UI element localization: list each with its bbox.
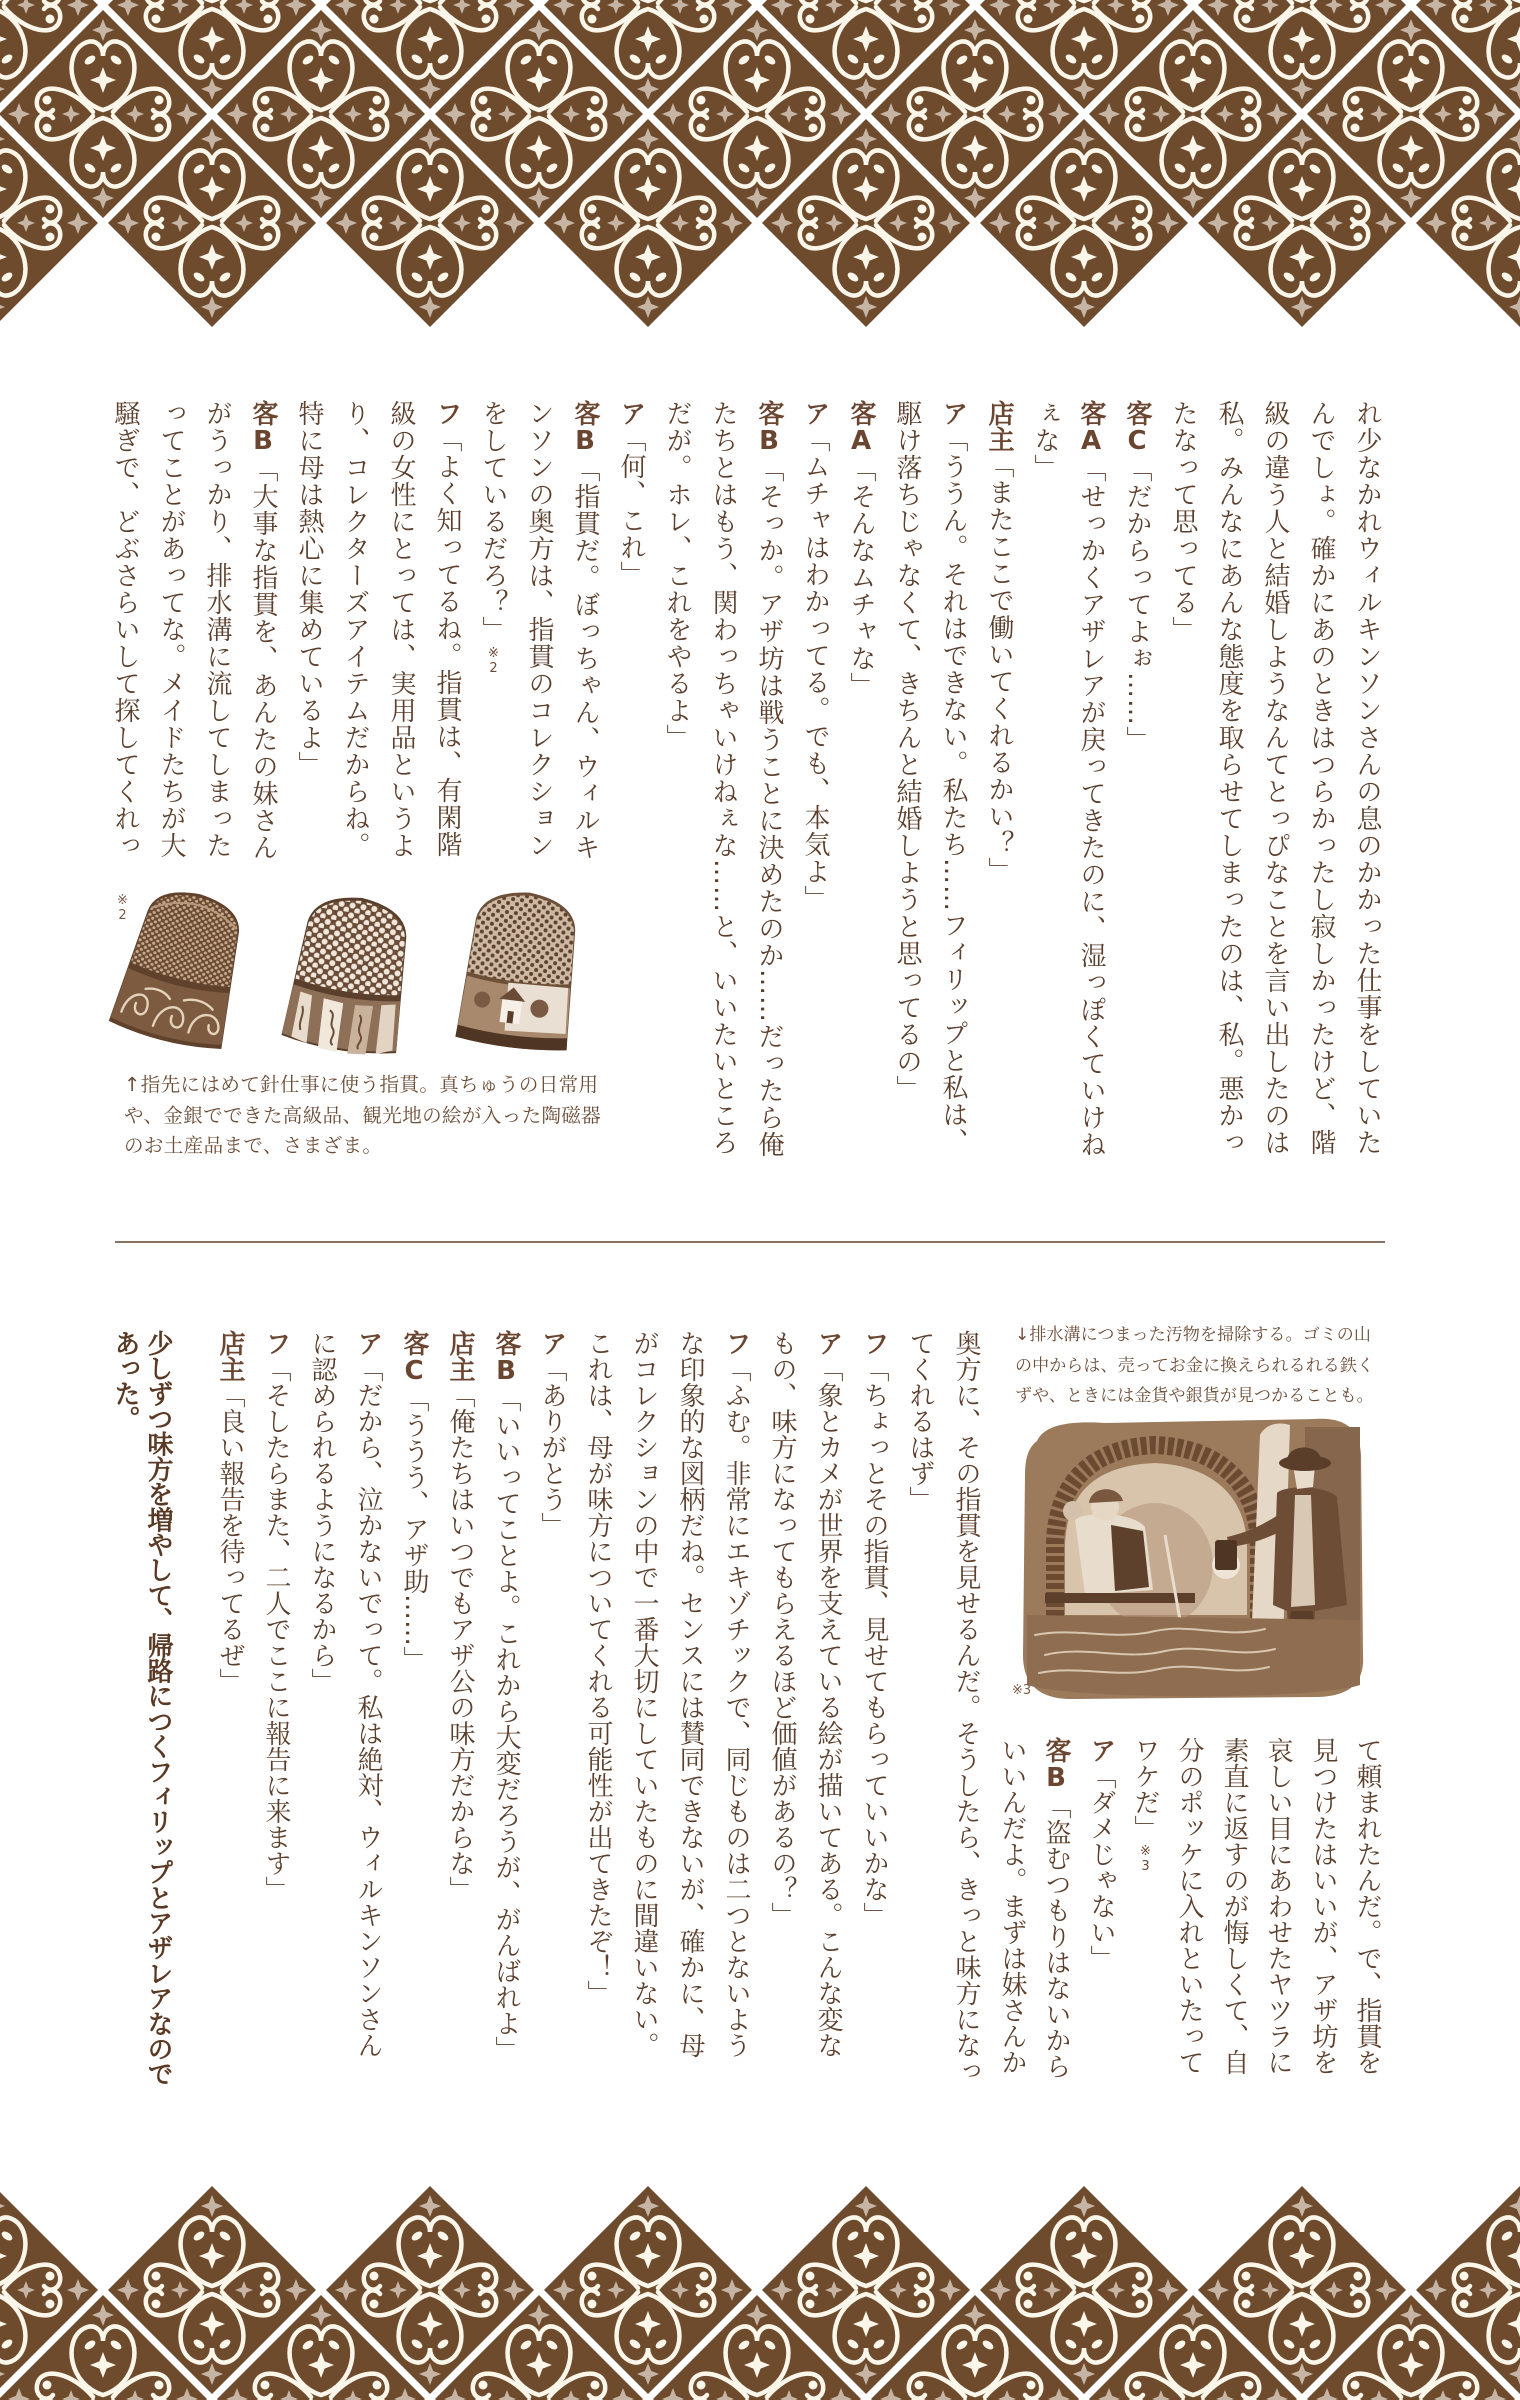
caption-line: の中からは、売ってお金に換えられるれる鉄く xyxy=(1015,1355,1375,1376)
dialogue-column xyxy=(391,1330,437,1672)
dialogue-text: 「だから、泣かないでって。私は絶対、ウィルキンソンさん xyxy=(353,1356,383,2058)
dialogue-text: 「ありがとう」 xyxy=(537,1356,567,1538)
speaker-label: フ xyxy=(261,1330,291,1356)
sewer-cleaning-illustration xyxy=(1015,1415,1370,1700)
speaker-label: 客B xyxy=(491,1330,521,1386)
text-column xyxy=(1160,400,1206,643)
porcelain-thimble-image xyxy=(455,886,585,1054)
column-text: がうっかり、排水溝に流してしまった xyxy=(202,400,232,859)
diamond-tile-pattern xyxy=(0,0,1520,330)
dialogue-column xyxy=(253,1330,299,1902)
column-text: たなって思ってる」 xyxy=(1168,400,1198,643)
dialogue-column xyxy=(483,1330,529,2062)
dialogue-column xyxy=(1034,1737,1078,2079)
text-column xyxy=(299,1330,345,1694)
column-text: 私。みんなにあんな態度を取らせてしまったのは、私。悪かっ xyxy=(1214,400,1244,1156)
speaker-label: ア xyxy=(800,400,830,426)
dialogue-text: 「いいってことよ。これから大変だろうが、がんばれよ」 xyxy=(491,1386,521,2062)
column-text: たちとはもう、関わっちゃいけねぇな……と、いいたいところ xyxy=(708,400,738,1156)
text-column xyxy=(1298,400,1344,1156)
dialogue-column xyxy=(240,400,286,861)
dialogue-text: 「ふむ。非常にエキゾチックで、同じものは二つとないよう xyxy=(721,1356,751,2058)
thimble-caption xyxy=(124,1070,601,1162)
footnote-marker: ※2 xyxy=(486,646,501,676)
speaker-label: ア xyxy=(938,400,968,426)
column-text: 級の違う人と結婚しようなんてとっぴなことを言い出したのは xyxy=(1260,400,1290,1156)
dialogue-text: 「ダメじゃない」 xyxy=(1086,1763,1116,1971)
diamond-tile-pattern xyxy=(0,2183,1520,2400)
text-column xyxy=(516,400,562,859)
column-text: な印象的な図柄だね。センスには賛同できないが、確かに、母 xyxy=(675,1330,705,2058)
column-text: 奥方に、その指貫を見せるんだ。そうしたら、きっと味方になっ xyxy=(951,1330,981,2084)
speaker-label: ア xyxy=(616,400,646,426)
column-text: 級の女性にとっては、実用品というよ xyxy=(386,400,416,859)
speaker-label: ア xyxy=(353,1330,383,1356)
narration-line: あった。 xyxy=(110,1330,140,1431)
text-column xyxy=(1345,1737,1389,2075)
speaker-label: ア xyxy=(813,1330,843,1356)
text-column xyxy=(286,400,332,778)
dialogue-column xyxy=(562,400,608,861)
column-text: をしているだろ？」 xyxy=(478,400,508,643)
caption-line: ↑指先にはめて針仕事に使う指貫。真ちゅうの日常用 xyxy=(124,1073,599,1096)
dialogue-text: 「だからってよぉ……」 xyxy=(1122,456,1152,753)
column-text: ぇな」 xyxy=(1030,400,1060,481)
text-column xyxy=(1206,400,1252,1156)
column-text: 特に母は熱心に集めているよ」 xyxy=(294,400,324,778)
speaker-label: 客C xyxy=(1122,400,1152,456)
dialogue-column xyxy=(207,1330,253,1694)
dialogue-text: 「何、これ」 xyxy=(616,426,646,588)
text-column xyxy=(148,400,194,859)
text-column xyxy=(990,1737,1034,2075)
speaker-label: 客B xyxy=(570,400,600,456)
text-column xyxy=(759,1330,805,1928)
column-text: いいんだよ。まずは妹さんか xyxy=(997,1737,1027,2075)
figure-note-marker: ※2 xyxy=(115,893,130,923)
dialogue-text: 「またここで働いてくれるかい？」 xyxy=(984,452,1014,884)
text-column xyxy=(1123,1737,1167,1874)
text-column xyxy=(897,1330,943,1512)
speaker-label: ア xyxy=(537,1330,567,1356)
dialogue-text: 「大事な指貫を、あんたの妹さん xyxy=(248,456,278,861)
speaker-label: 客A xyxy=(846,400,876,456)
dialogue-text: 「そしたらまた、二人でここに報告に来ます」 xyxy=(261,1356,291,1902)
speaker-label: ア xyxy=(1086,1737,1116,1763)
speaker-label: フ xyxy=(859,1330,889,1356)
text-column xyxy=(884,400,930,1102)
column-text: 分のポッケに入れといたって xyxy=(1174,1737,1204,2075)
column-text: ワケだ」 xyxy=(1130,1737,1160,1841)
sewer-caption xyxy=(1015,1320,1374,1412)
speaker-label: 店主 xyxy=(215,1330,245,1382)
speaker-label: 客C xyxy=(399,1330,429,1386)
dialogue-text: 「良い報告を待ってるぜ」 xyxy=(215,1382,245,1694)
speaker-label: 客B xyxy=(248,400,278,456)
column-text: れ少なかれウィルキンソンさんの息のかかった仕事をしていた xyxy=(1352,400,1382,1156)
dialogue-text: 「そんなムチャな」 xyxy=(846,456,876,699)
thimble-illustration xyxy=(100,875,620,1060)
narration-line: 少しずつ味方を増やして、帰路につくフィリップとアザレアなので xyxy=(143,1330,173,2087)
dialogue-column xyxy=(529,1330,575,1538)
dialogue-column xyxy=(976,400,1022,884)
column-text: 哀しい目にあわせたヤツラに xyxy=(1263,1737,1293,2075)
text-column xyxy=(700,400,746,1156)
dialogue-column xyxy=(424,400,470,858)
column-text: てくれるはず」 xyxy=(905,1330,935,1512)
brass-thimble-image xyxy=(107,880,256,1055)
text-column xyxy=(378,400,424,859)
dialogue-column xyxy=(805,1330,851,2058)
dialogue-column xyxy=(713,1330,759,2058)
dialogue-text: 「象とカメが世界を支えている絵が描いてある。こんな変な xyxy=(813,1356,843,2058)
dialogue-text: 「ううん。それはできない。私たち……フィリップと私は、 xyxy=(938,426,968,1155)
dialogue-column xyxy=(792,400,838,912)
text-column xyxy=(1252,400,1298,1156)
caption-line: ↓排水溝につまった汚物を掃除する。ゴミの山 xyxy=(1015,1325,1372,1345)
speaker-label: 客A xyxy=(1076,400,1106,456)
text-column xyxy=(943,1330,989,2084)
column-text: ンソンの奥方は、指貫のコレクション xyxy=(524,400,554,859)
column-text: 見つけたはいいが、アザ坊を xyxy=(1308,1737,1338,2075)
text-column xyxy=(1022,400,1068,481)
column-text: もの、味方になってもらえるほど価値があるの？」 xyxy=(767,1330,797,1928)
dialogue-text: 「ちょっとその指貫、見せてもらっていいかな」 xyxy=(859,1356,889,1928)
dialogue-column xyxy=(1068,400,1114,1158)
dialogue-column xyxy=(1079,1737,1123,1971)
caption-line: ずや、ときには金貨や銀貨が見つかることも。 xyxy=(1015,1386,1374,1406)
caption-line: や、金銀でできた高級品、観光地の絵が入った陶磁器 xyxy=(124,1103,602,1127)
dialogue-column xyxy=(930,400,976,1155)
dialogue-text: 「よく知ってるね。指貫は、有閑階 xyxy=(432,426,462,858)
speaker-label: フ xyxy=(721,1330,751,1356)
dialogue-text: 「ううう、アザ助……」 xyxy=(399,1386,429,1672)
column-text: がコレクションの中で一番大切にしていたものに間違いない。 xyxy=(629,1330,659,2058)
text-column xyxy=(1167,1737,1211,2075)
text-column xyxy=(1212,1737,1256,2075)
column-text: これは、母が味方についてくれる可能性が出てきたぞ！」 xyxy=(583,1330,613,2006)
text-column xyxy=(667,1330,713,2058)
section-divider xyxy=(115,1241,1385,1243)
top-ornamental-border xyxy=(0,0,1520,340)
text-column xyxy=(1301,1737,1345,2075)
text-column xyxy=(1256,1737,1300,2075)
column-text: 騒ぎで、どぶさらいして探してくれっ xyxy=(110,400,140,859)
column-text: ってことがあってな。メイドたちが大 xyxy=(156,400,186,859)
dialogue-text: 「俺たちはいつでもアザ公の味方だからな」 xyxy=(445,1382,475,1902)
dialogue-text: 「指貫だ。ぼっちゃん、ウィルキ xyxy=(570,456,600,861)
speaker-label: 客B xyxy=(754,400,784,456)
dialogue-column xyxy=(746,400,792,1158)
speaker-label: 店主 xyxy=(984,400,1014,452)
text-column xyxy=(194,400,240,859)
dialogue-column xyxy=(345,1330,391,2058)
column-text: に認められるようになるから」 xyxy=(307,1330,337,1694)
column-text: だが。ホレ、これをやるよ」 xyxy=(662,400,692,751)
column-text: て頼まれたんだ。で、指貫を xyxy=(1352,1737,1382,2075)
footnote-marker: ※3 xyxy=(1138,1844,1153,1874)
text-column xyxy=(102,400,148,859)
speaker-label: フ xyxy=(432,400,462,426)
dialogue-column xyxy=(608,400,654,588)
figure-note-marker: ※3 xyxy=(1012,1683,1032,1698)
bottom-ornamental-border xyxy=(0,2170,1520,2400)
text-column xyxy=(1344,400,1390,1156)
text-column xyxy=(575,1330,621,2006)
text-column xyxy=(621,1330,667,2058)
text-column xyxy=(654,400,700,751)
dialogue-text: 「盗むつもりはないから xyxy=(1041,1793,1071,2079)
speaker-label: 客B xyxy=(1041,1737,1071,1793)
caption-line: のお土産品まで、さまざま。 xyxy=(124,1134,383,1157)
column-text: り、コレクターズアイテムだからね。 xyxy=(340,400,370,859)
column-text: んでしょ。確かにあのときはつらかったし寂しかったけど、階 xyxy=(1306,400,1336,1156)
speaker-label: 店主 xyxy=(445,1330,475,1382)
dialogue-column xyxy=(1114,400,1160,753)
dialogue-text: 「せっかくアザレアが戻ってきたのに、湿っぽくていけね xyxy=(1076,456,1106,1158)
text-column xyxy=(470,400,516,676)
column-text: 素直に返すのが悔しくて、自 xyxy=(1219,1737,1249,2075)
text-column xyxy=(332,400,378,859)
dialogue-column xyxy=(851,1330,897,1928)
dialogue-text: 「ムチャはわかってる。でも、本気よ」 xyxy=(800,426,830,912)
column-text: 駆け落ちじゃなくて、きちんと結婚しようと思ってるの」 xyxy=(892,400,922,1102)
silver-thimble-image xyxy=(280,889,419,1060)
dialogue-column xyxy=(437,1330,483,1902)
dialogue-column xyxy=(838,400,884,699)
dialogue-text: 「そっか。アザ坊は戦うことに決めたのか……だったら俺 xyxy=(754,456,784,1158)
